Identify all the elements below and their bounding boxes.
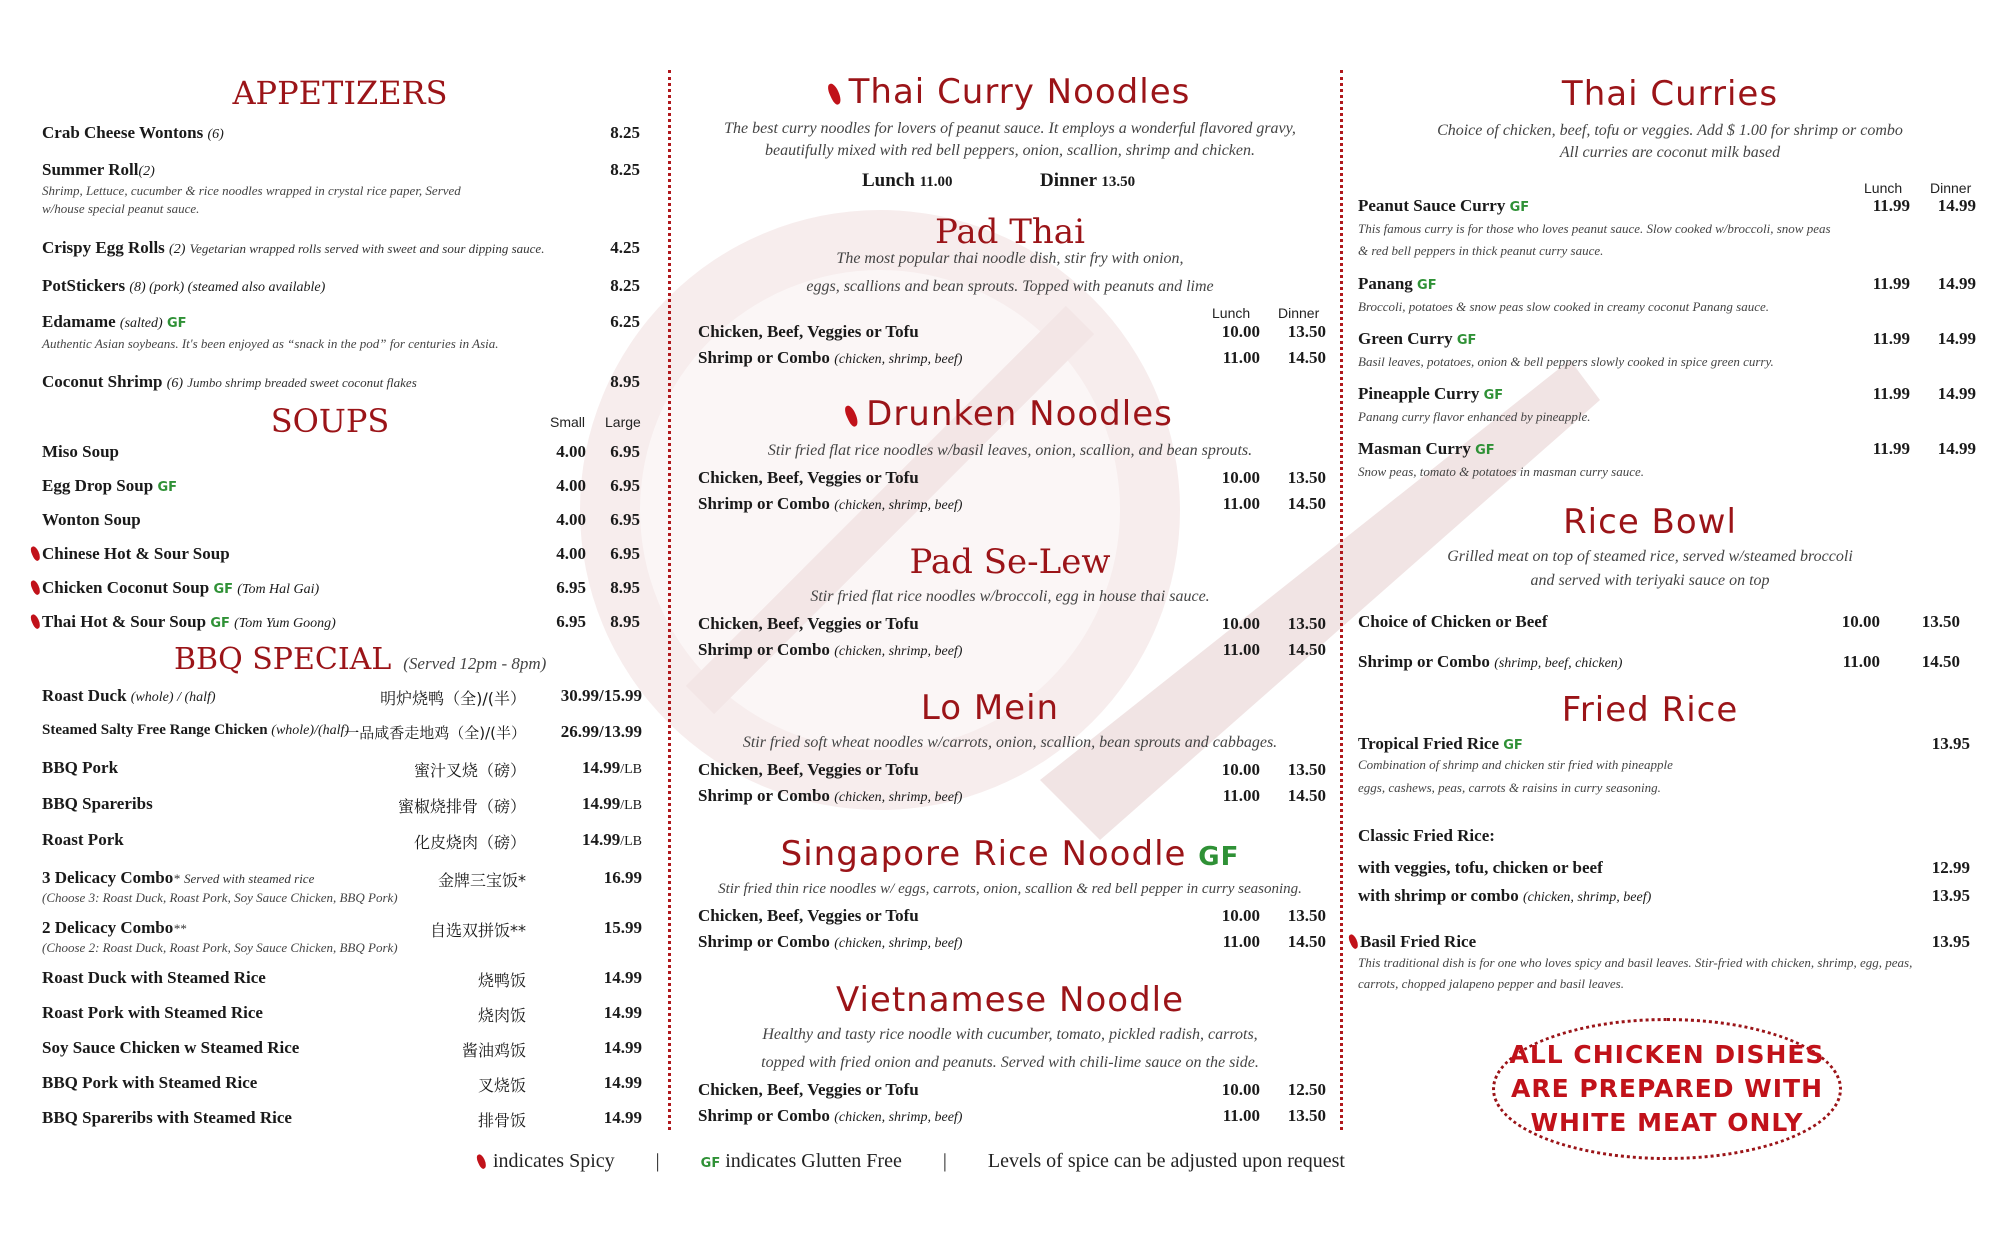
soup-col-small: Small: [550, 414, 586, 430]
price: 13.95: [1931, 734, 1970, 753]
row-chicken-beef-veggies-tofu: Chicken, Beef, Veggies or Tofu: [698, 322, 919, 341]
price-dinner: 13.50: [1287, 468, 1326, 487]
chili-icon: [29, 613, 42, 630]
price: 8.25: [610, 276, 640, 295]
item-description: Shrimp, Lettuce, cucumber & rice noodles wrapped in crystal rice paper, Served w/house special peanut sauce.: [42, 183, 461, 216]
price-dinner: 14.50: [1287, 640, 1326, 659]
chili-icon: [825, 82, 842, 106]
price: 12.99: [1931, 858, 1970, 877]
chili-icon: [843, 404, 860, 428]
section-description: Stir fried thin rice noodles w/ eggs, carrots, onion, scallion & red bell pepper in curry seasoning.: [718, 881, 1302, 897]
soup-col-large: Large: [605, 414, 641, 430]
item-description: This traditional dish is for one who loves spicy and basil leaves. Stir-fried with chicken, shrimp, egg, peas,: [1358, 955, 1913, 970]
section-description: Stir fried flat rice noodles w/basil leaves, onion, scallion, and bean sprouts.: [767, 442, 1253, 459]
price: 15.99: [603, 918, 642, 937]
tropical-fried-rice: Tropical Fried Rice GF: [1358, 734, 1523, 753]
price: 14.99: [603, 1108, 642, 1127]
vietnamese-noodle-heading: Vietnamese Noodle: [835, 980, 1185, 1020]
soup-egg-drop: Egg Drop Soup GF: [42, 476, 177, 495]
price-large: 6.95: [610, 442, 640, 461]
chinese-name: 烧肉饭: [477, 1006, 526, 1025]
chinese-name: 叉烧饭: [477, 1076, 526, 1095]
price-lunch: 11.99: [1872, 196, 1910, 215]
thai-curry-noodles-heading: Thai Curry Noodles: [690, 72, 1330, 112]
chinese-name: 自选双拼饭**: [429, 921, 526, 940]
price-dinner: 13.50: [1287, 906, 1326, 925]
price-lunch: 11.00: [1222, 932, 1260, 951]
soup-miso: Miso Soup: [42, 442, 119, 461]
curry-masman: Masman Curry GF: [1358, 439, 1495, 458]
price: 14.99: [603, 1003, 642, 1022]
section-description: and served with teriyaki sauce on top: [1530, 572, 1770, 589]
appetizers-heading: APPETIZERS: [232, 74, 448, 112]
col-lunch: Lunch: [1212, 305, 1251, 321]
price-dinner: 14.99: [1937, 196, 1976, 215]
row-shrimp-or-combo: Shrimp or Combo (chicken, shrimp, beef): [698, 1106, 963, 1125]
price: 14.99/LB: [581, 830, 642, 849]
bbq-steamed-chicken: Steamed Salty Free Range Chicken (whole)/(half): [42, 722, 350, 738]
bbq-heading: BBQ SPECIAL (Served 12pm - 8pm): [174, 642, 547, 677]
price: 6.25: [610, 312, 640, 331]
classic-fried-rice-veggies: with veggies, tofu, chicken or beef: [1358, 858, 1603, 877]
chinese-name: 排骨饭: [477, 1111, 526, 1130]
chili-icon: [1347, 933, 1360, 950]
section-description: The most popular thai noodle dish, stir fry with onion,: [836, 250, 1184, 267]
bbq-spareribs-rice: BBQ Spareribs with Steamed Rice: [42, 1108, 292, 1127]
col-dinner: Dinner: [1930, 180, 1972, 196]
gf-icon: GF: [700, 1156, 721, 1171]
col-lunch: Lunch: [1864, 180, 1903, 196]
price: 13.95: [1931, 886, 1970, 905]
row-shrimp-or-combo: Shrimp or Combo (chicken, shrimp, beef): [698, 494, 963, 513]
legend-gluten-free: indicates Glutten Free: [725, 1150, 902, 1172]
price-lunch: 11.99: [1872, 439, 1910, 458]
price-large: 8.95: [610, 578, 640, 597]
bbq-pork-rice: BBQ Pork with Steamed Rice: [42, 1073, 258, 1092]
rice-bowl-chicken-beef: Choice of Chicken or Beef: [1358, 612, 1548, 631]
price-lunch: 11.00: [1222, 494, 1260, 513]
price: 14.99/LB: [581, 794, 642, 813]
price-dinner: 14.50: [1287, 494, 1326, 513]
row-chicken-beef-veggies-tofu: Chicken, Beef, Veggies or Tofu: [698, 1080, 919, 1099]
price: 14.99: [603, 1073, 642, 1092]
chili-icon: [29, 579, 42, 596]
row-chicken-beef-veggies-tofu: Chicken, Beef, Veggies or Tofu: [698, 906, 919, 925]
thai-curries-heading: Thai Curries: [1561, 74, 1779, 114]
item-description: Authentic Asian soybeans. It's been enjoyed as “snack in the pod” for centuries in Asia.: [42, 336, 499, 351]
price-small: 4.00: [556, 442, 586, 461]
chinese-name: 蜜椒烧排骨（磅）: [397, 797, 526, 816]
fried-rice-heading: Fried Rice: [1561, 690, 1739, 730]
item-description: (Choose 2: Roast Duck, Roast Pork, Soy Sauce Chicken, BBQ Pork): [42, 940, 398, 955]
col-dinner: Dinner: [1278, 305, 1320, 321]
row-chicken-beef-veggies-tofu: Chicken, Beef, Veggies or Tofu: [698, 760, 919, 779]
menu-item-coconut-shrimp: Coconut Shrimp (6) Jumbo shrimp breaded sweet coconut flakes: [42, 372, 417, 391]
singapore-heading: Singapore Rice Noodle GF: [780, 834, 1240, 874]
row-shrimp-or-combo: Shrimp or Combo (chicken, shrimp, beef): [698, 786, 963, 805]
section-description: All curries are coconut milk based: [1559, 144, 1781, 161]
menu-item-potstickers: PotStickers (8) (pork) (steamed also available): [42, 276, 326, 295]
price-lunch: 10.00: [1221, 1080, 1260, 1099]
price-dinner: 13.50: [1287, 614, 1326, 633]
menu-item-summer-roll: Summer Roll(2): [42, 160, 155, 179]
section-description: Stir fried soft wheat noodles w/carrots, onion, scallion, bean sprouts and cabbages.: [742, 734, 1278, 751]
price-large: 8.95: [610, 612, 640, 631]
legend-spice-levels: Levels of spice can be adjusted upon request: [987, 1150, 1345, 1172]
legend-separator: |: [655, 1150, 660, 1172]
price: 4.25: [610, 238, 640, 257]
drunken-noodles-heading: Drunken Noodles: [690, 394, 1330, 434]
classic-fried-rice-shrimp: with shrimp or combo (chicken, shrimp, beef): [1358, 886, 1652, 905]
price: 8.25: [610, 160, 640, 179]
section-description: topped with fried onion and peanuts. Served with chili-lime sauce on the side.: [761, 1054, 1259, 1071]
price: 16.99: [603, 868, 642, 887]
pad-thai-heading: Pad Thai: [935, 212, 1085, 252]
column-divider-right: [1340, 70, 1343, 1130]
price-lunch: 11.00: [1842, 652, 1880, 671]
item-description: Basil leaves, potatoes, onion & bell peppers slowly cooked in spice green curry.: [1358, 354, 1774, 369]
price: 8.25: [610, 123, 640, 142]
price: 13.95: [1931, 932, 1970, 951]
white-meat-badge: [1492, 1018, 1842, 1160]
basil-fried-rice: Basil Fried Rice: [1350, 932, 1476, 952]
legend-spicy: indicates Spicy: [493, 1150, 615, 1172]
soup-chicken-coconut: Chicken Coconut Soup GF (Tom Hal Gai): [32, 578, 319, 598]
bbq-3-delicacy: 3 Delicacy Combo* Served with steamed rice: [42, 868, 315, 887]
section-description: beautifully mixed with red bell peppers, onion, scallion, shrimp and chicken.: [765, 142, 1255, 159]
price-lunch: 11.99: [1872, 384, 1910, 403]
bbq-roast-duck: Roast Duck (whole) / (half): [42, 686, 216, 705]
badge-line: WHITE MEAT ONLY: [1530, 1108, 1804, 1137]
price-large: 6.95: [610, 510, 640, 529]
section-description: The best curry noodles for lovers of peanut sauce. It employs a wonderful flavored gravy,: [724, 120, 1296, 137]
price-large: 6.95: [610, 544, 640, 563]
bbq-2-delicacy: 2 Delicacy Combo**: [42, 918, 187, 937]
lunch-price: Lunch 11.00: [862, 170, 953, 191]
section-description: eggs, scallions and bean sprouts. Topped with peanuts and lime: [806, 278, 1214, 295]
row-shrimp-or-combo: Shrimp or Combo (chicken, shrimp, beef): [698, 348, 963, 367]
price-dinner: 13.50: [1921, 612, 1960, 631]
price-dinner: 12.50: [1287, 1080, 1326, 1099]
rice-bowl-heading: Rice Bowl: [1563, 502, 1737, 542]
price-lunch: 10.00: [1221, 614, 1260, 633]
price-small: 6.95: [556, 578, 586, 597]
item-description: eggs, cashews, peas, carrots & raisins in curry seasoning.: [1358, 780, 1661, 795]
price-dinner: 14.50: [1921, 652, 1960, 671]
price-lunch: 10.00: [1221, 760, 1260, 779]
lo-mein-heading: Lo Mein: [920, 688, 1060, 728]
menu-item-edamame: Edamame (salted) GF: [42, 312, 187, 331]
row-chicken-beef-veggies-tofu: Chicken, Beef, Veggies or Tofu: [698, 468, 919, 487]
price-dinner: 14.99: [1937, 274, 1976, 293]
rice-bowl-shrimp-combo: Shrimp or Combo (shrimp, beef, chicken): [1358, 652, 1623, 671]
chinese-name: 一品咸香走地鸡（全)/(半）: [344, 724, 526, 742]
price-small: 4.00: [556, 476, 586, 495]
menu-item-crispy-egg-rolls: Crispy Egg Rolls (2) Vegetarian wrapped rolls served with sweet and sour dipping sauce.: [42, 238, 545, 257]
price-dinner: 14.99: [1937, 329, 1976, 348]
price: 14.99: [603, 968, 642, 987]
item-description: & red bell peppers in thick peanut curry sauce.: [1358, 243, 1604, 258]
curry-panang: Panang GF: [1358, 274, 1437, 293]
price-lunch: 10.00: [1221, 468, 1260, 487]
soup-chinese-hot-sour: Chinese Hot & Sour Soup: [32, 544, 230, 564]
chinese-name: 酱油鸡饭: [461, 1041, 526, 1060]
soup-thai-hot-sour: Thai Hot & Sour Soup GF (Tom Yum Goong): [32, 612, 336, 632]
price-dinner: 13.50: [1287, 322, 1326, 341]
price-dinner: 14.99: [1937, 384, 1976, 403]
bbq-pork: BBQ Pork: [42, 758, 119, 777]
item-description: Combination of shrimp and chicken stir fried with pineapple: [1358, 757, 1673, 772]
bbq-soy-chicken-rice: Soy Sauce Chicken w Steamed Rice: [42, 1038, 300, 1057]
item-description: This famous curry is for those who loves peanut sauce. Slow cooked w/broccoli, snow peas: [1358, 221, 1831, 236]
chinese-name: 烧鸭饭: [477, 971, 526, 990]
price-lunch: 11.00: [1222, 640, 1260, 659]
price-lunch: 10.00: [1221, 906, 1260, 925]
curry-peanut-sauce: Peanut Sauce Curry GF: [1358, 196, 1530, 215]
price: 14.99/LB: [581, 758, 642, 777]
price-lunch: 11.00: [1222, 1106, 1260, 1125]
pad-se-lew-heading: Pad Se-Lew: [909, 542, 1111, 582]
price-small: 4.00: [556, 544, 586, 563]
price-small: 6.95: [556, 612, 586, 631]
price-dinner: 13.50: [1287, 760, 1326, 779]
dinner-price: Dinner 13.50: [1040, 170, 1136, 191]
price-dinner: 14.50: [1287, 932, 1326, 951]
row-shrimp-or-combo: Shrimp or Combo (chicken, shrimp, beef): [698, 640, 963, 659]
legend-separator: |: [942, 1150, 947, 1172]
chili-icon: [29, 545, 42, 562]
item-description: (Choose 3: Roast Duck, Roast Pork, Soy Sauce Chicken, BBQ Pork): [42, 890, 398, 905]
item-description: Panang curry flavor enhanced by pineapple.: [1358, 409, 1591, 424]
curry-green: Green Curry GF: [1358, 329, 1477, 348]
chinese-name: 蜜汁叉烧（磅）: [413, 761, 526, 780]
bbq-roast-duck-rice: Roast Duck with Steamed Rice: [42, 968, 266, 987]
price: 8.95: [610, 372, 640, 391]
price-lunch: 11.00: [1222, 786, 1260, 805]
item-description: Broccoli, potatoes & snow peas slow cooked in creamy coconut Panang sauce.: [1358, 299, 1769, 314]
price-small: 4.00: [556, 510, 586, 529]
section-description: Choice of chicken, beef, tofu or veggies. Add $ 1.00 for shrimp or combo: [1437, 122, 1903, 139]
price-lunch: 10.00: [1841, 612, 1880, 631]
badge-line: ARE PREPARED WITH: [1510, 1074, 1824, 1103]
price-dinner: 14.99: [1937, 439, 1976, 458]
price-lunch: 11.99: [1872, 274, 1910, 293]
chinese-name: 金牌三宝饭*: [437, 871, 526, 890]
bbq-spareribs: BBQ Spareribs: [42, 794, 153, 813]
chili-icon: [475, 1153, 488, 1170]
curry-pineapple: Pineapple Curry GF: [1358, 384, 1504, 403]
price-lunch: 10.00: [1221, 322, 1260, 341]
menu-item-crab-cheese-wontons: Crab Cheese Wontons (6): [42, 123, 224, 142]
item-description: carrots, chopped jalapeno pepper and basil leaves.: [1358, 976, 1624, 991]
section-description: Grilled meat on top of steamed rice, served w/steamed broccoli: [1447, 548, 1853, 565]
section-description: Stir fried flat rice noodles w/broccoli, egg in house thai sauce.: [810, 588, 1210, 605]
price-large: 6.95: [610, 476, 640, 495]
price: 14.99: [603, 1038, 642, 1057]
section-description: Healthy and tasty rice noodle with cucumber, tomato, pickled radish, carrots,: [762, 1026, 1258, 1043]
price-dinner: 14.50: [1287, 786, 1326, 805]
badge-line: ALL CHICKEN DISHES: [1509, 1040, 1825, 1069]
soup-wonton: Wonton Soup: [42, 510, 141, 529]
price-lunch: 11.00: [1222, 348, 1260, 367]
price-lunch: 11.99: [1872, 329, 1910, 348]
price: 26.99/13.99: [560, 722, 642, 741]
chinese-name: 明炉烧鸭（全)/(半）: [380, 689, 526, 708]
soups-heading: SOUPS: [270, 402, 390, 440]
legend-footer: [478, 1150, 1345, 1173]
chinese-name: 化皮烧肉（磅）: [413, 833, 526, 852]
item-description: Snow peas, tomato & potatoes in masman curry sauce.: [1358, 464, 1644, 479]
row-shrimp-or-combo: Shrimp or Combo (chicken, shrimp, beef): [698, 932, 963, 951]
bbq-roast-pork: Roast Pork: [42, 830, 124, 849]
bbq-roast-pork-rice: Roast Pork with Steamed Rice: [42, 1003, 263, 1022]
column-divider-left: [668, 70, 671, 1130]
price-dinner: 13.50: [1287, 1106, 1326, 1125]
classic-fried-rice-label: Classic Fried Rice:: [1358, 826, 1495, 845]
row-chicken-beef-veggies-tofu: Chicken, Beef, Veggies or Tofu: [698, 614, 919, 633]
price: 30.99/15.99: [560, 686, 642, 705]
price-dinner: 14.50: [1287, 348, 1326, 367]
